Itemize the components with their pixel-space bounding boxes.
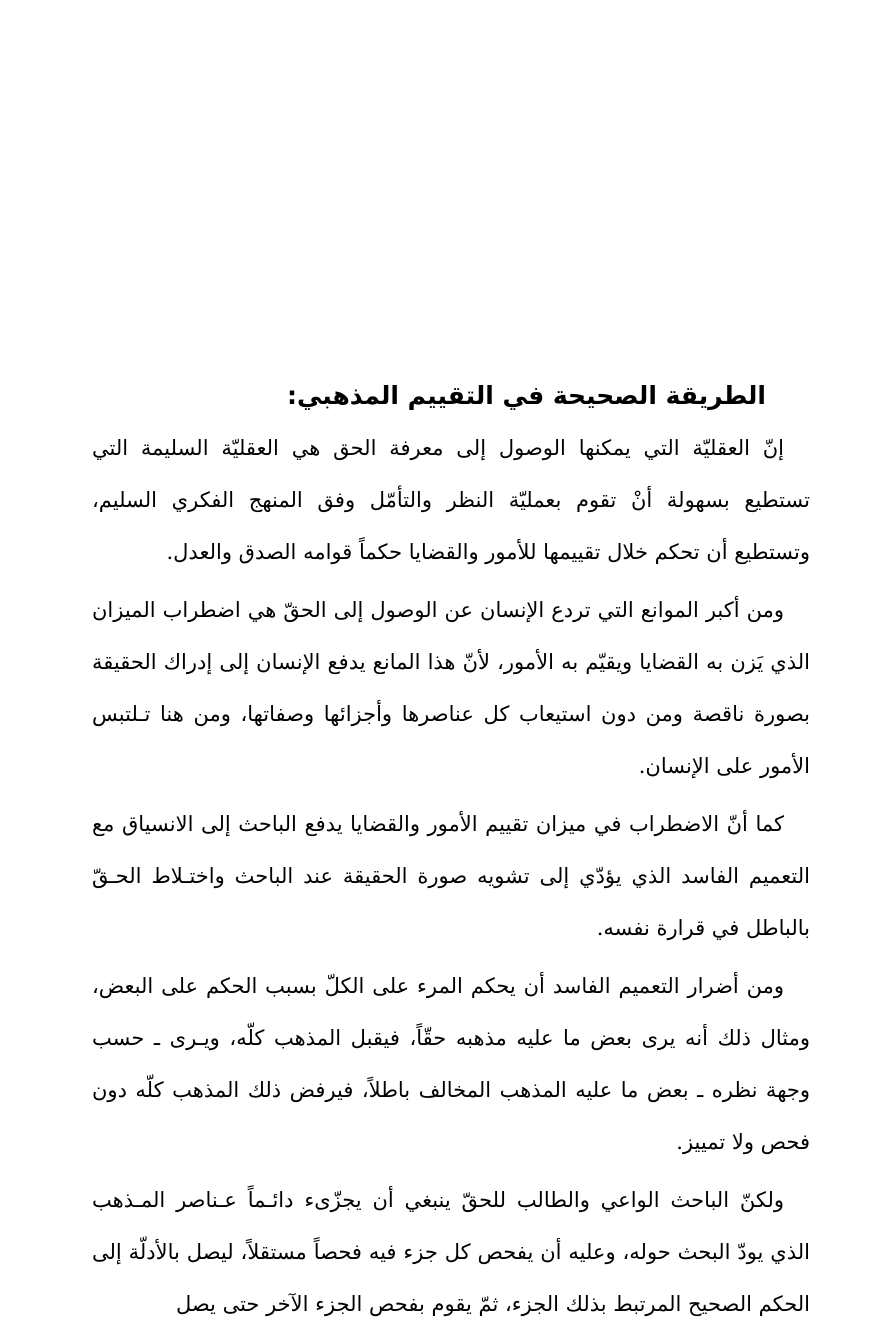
paragraph-4 [92,960,810,1168]
page-content [92,370,810,1336]
paragraph-text: ولكنّ الباحث الواعي والطالب للحقّ ينبغي أن يجزّىء دائـماً عـناصر المـذهب الذي يودّ البحث حوله، وعليه أن يفحص كل جزء فيه فحصاً مستقلاً، ليصل بالأدلّة إلى الحكم الصحيح المرتبط بذلك الجزء، ثمّ يقوم بفحص الجزء الآخر حتى يصل [92,1188,810,1316]
paragraph-5 [92,1174,810,1330]
paragraph-text: ومن أكبر الموانع التي تردع الإنسان عن الوصول إلى الحقّ هي اضطراب الميزان الذي يَزن به القضايا ويقيّم به الأمور، لأنّ هذا المانع يدفع الإنسان إلى إدراك الحقيقة بصورة ناقصة ومن دون استيعاب كل عناصرها وأجزائها وصفاتها، ومن هنا تـلتبس الأمور على الإنسان. [92,598,810,778]
paragraph-text: ومن أضرار التعميم الفاسد أن يحكم المرء على الكلّ بسبب الحكم على البعض، ومثال ذلك أنه يرى بعض ما عليه مذهبه حقّاً، فيقبل المذهب كلّه، ويـرى ـ حسب وجهة نظره ـ بعض ما عليه المذهب المخالف باطلاً، فيرفض ذلك المذهب كلّه دون فحص ولا تمييز. [92,974,810,1154]
paragraph-text: كما أنّ الاضطراب في ميزان تقييم الأمور والقضايا يدفع الباحث إلى الانسياق مع التعميم الفاسد الذي يؤدّي إلى تشويه صورة الحقيقة عند الباحث واختـلاط الحـقّ بالباطل في قرارة نفسه. [92,812,810,940]
paragraph-1 [92,422,810,578]
section-heading: الطريقة الصحيحة في التقييم المذهبي: [286,381,766,410]
paragraph-text: إنّ العقليّة التي يمكنها الوصول إلى معرفة الحق هي العقليّة السليمة التي تستطيع بسهولة أنْ تقوم بعمليّة النظر والتأمّل وفق المنهج الفكري السليم، وتستطيع أن تحكم خلال تقييمها للأمور والقضايا حكماً قوامه الصدق والعدل. [92,436,810,564]
paragraph-3 [92,798,810,954]
paragraph-2 [92,584,810,792]
